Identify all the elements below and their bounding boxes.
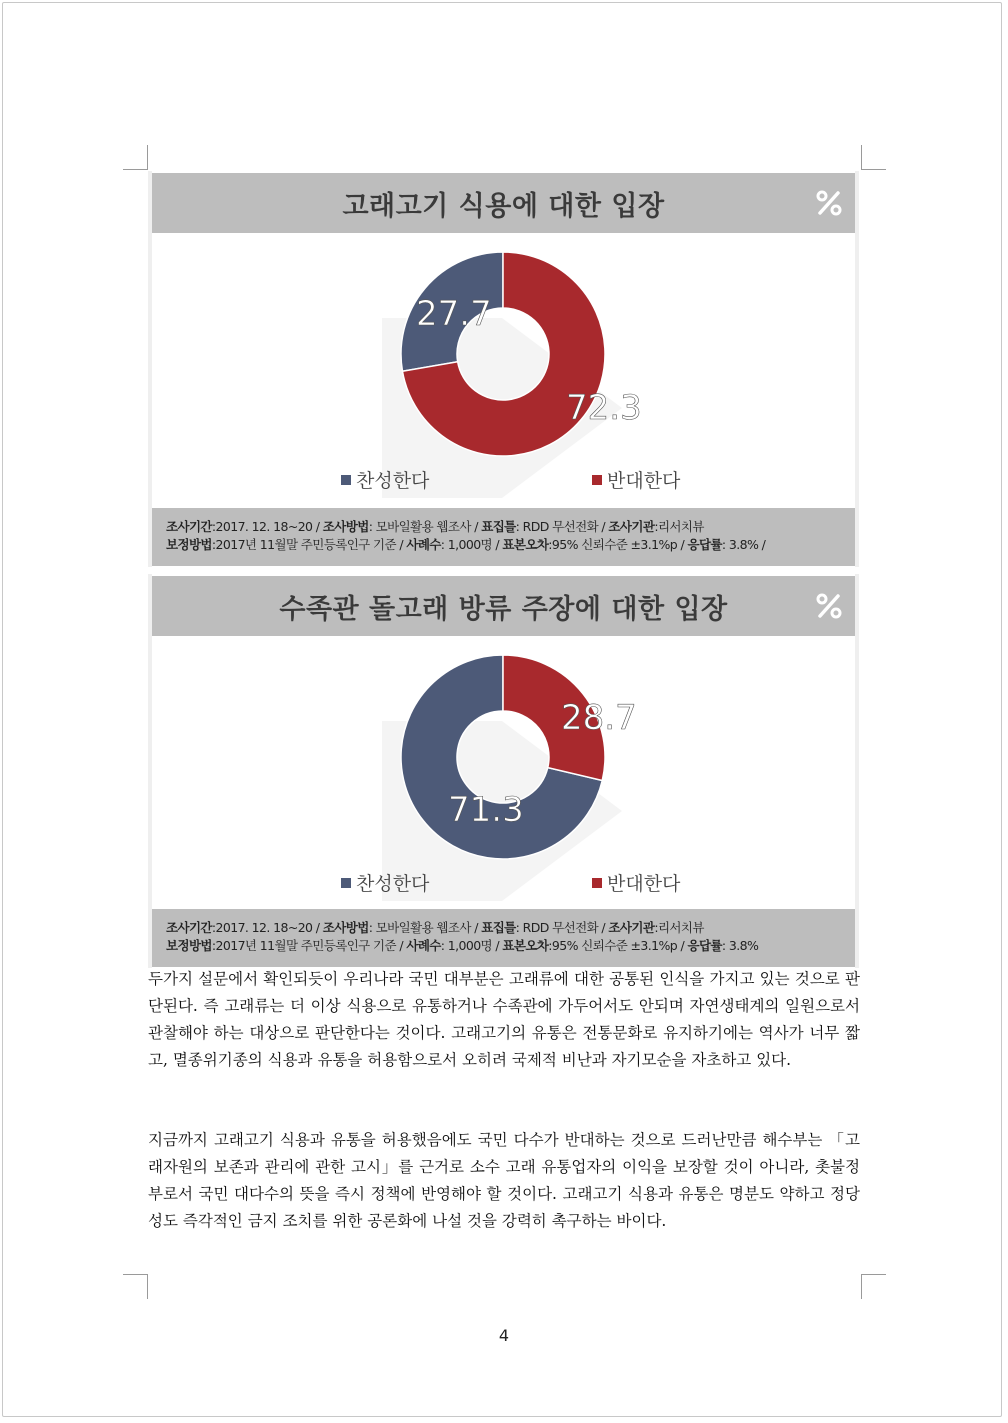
survey-field-label: 표집틀 (481, 920, 516, 935)
survey-field-label: 표본오차 (502, 938, 549, 953)
chart-card-whale-meat (148, 171, 859, 567)
survey-info-line-1 (166, 518, 841, 536)
body-paragraph-2: 지금까지 고래고기 식용과 유통을 허용했음에도 국민 다수가 반대하는 것으로 드러난만큼 해수부는 「고래자원의 보존과 관리에 관한 고시」를 근거로 소수 고래 유통업자의 이익을 보장할 것이 아니라, 촛불정부로서 국민 대다수의 뜻을 즉시 정책에 반영해야 할 것이다. 고래고기 식용과 유통은 명분도 약하고 정당성도 즉각적인 금지 조치를 위한 공론화에 나설 것을 강력히 촉구하는 바이다. (148, 1131, 860, 1230)
survey-field-value: : 모바일활용 웹조사 / (368, 920, 482, 935)
survey-field-label: 응답률 (687, 938, 722, 953)
chart-title: 수족관 돌고래 방류 주장에 대한 입장 (279, 593, 728, 625)
legend-label: 반대한다 (607, 873, 681, 895)
survey-field-value: :2017년 11월말 주민등록인구 기준 / (211, 938, 407, 953)
donut-chart (152, 233, 855, 508)
chart-body (152, 171, 855, 567)
survey-field-value: :리서치뷰 (654, 519, 704, 534)
chart-header (152, 173, 855, 233)
survey-field-label: 응답률 (687, 537, 722, 552)
survey-field-value: : 1,000명 / (440, 537, 503, 552)
survey-field-value: : RDD 무선전화 / (515, 920, 609, 935)
survey-field-value: :2017. 12. 18~20 / (211, 519, 323, 534)
legend-swatch (341, 878, 351, 888)
slice-value-label: 28.7 (561, 698, 637, 738)
survey-field-label: 보정방법 (166, 537, 212, 552)
crop-mark-bottom-left (123, 1274, 148, 1299)
survey-field-value: : 모바일활용 웹조사 / (368, 519, 482, 534)
survey-field-label: 조사방법 (322, 519, 369, 534)
crop-mark-bottom-right (861, 1274, 886, 1299)
survey-field-label: 보정방법 (166, 938, 212, 953)
legend-swatch (341, 475, 351, 485)
survey-field-label: 표집틀 (481, 519, 516, 534)
slice-value-label: 71.3 (448, 790, 524, 830)
survey-field-label: 표본오차 (502, 537, 549, 552)
chart-title: 고래고기 식용에 대한 입장 (342, 190, 665, 222)
survey-field-label: 조사기간 (166, 920, 212, 935)
legend-label: 찬성한다 (356, 873, 430, 895)
percent-icon (815, 189, 843, 217)
chart-body (152, 574, 855, 968)
chart-footer (152, 508, 855, 566)
survey-field-value: : 3.8% / (721, 537, 766, 552)
survey-field-value: :2017. 12. 18~20 / (211, 920, 323, 935)
survey-field-label: 사례수 (406, 537, 441, 552)
chart-card-dolphin-release (148, 574, 859, 968)
survey-field-value: :95% 신뢰수준 ±3.1%p / (548, 537, 688, 552)
percent-icon (815, 592, 843, 620)
survey-field-label: 사례수 (406, 938, 441, 953)
legend-label: 찬성한다 (356, 470, 430, 492)
chart-header (152, 576, 855, 636)
survey-field-label: 조사기간 (166, 519, 212, 534)
crop-mark-top-right (861, 145, 886, 170)
survey-field-value: : 3.8% (721, 938, 759, 953)
legend-swatch (592, 878, 602, 888)
survey-field-label: 조사기관 (608, 519, 655, 534)
survey-info-line-1 (166, 919, 841, 937)
legend-label: 반대한다 (607, 470, 681, 492)
legend-swatch (592, 475, 602, 485)
survey-info-line-2 (166, 536, 841, 554)
chart-footer (152, 909, 855, 967)
crop-mark-top-left (123, 145, 148, 170)
donut-chart (152, 636, 855, 909)
survey-field-value: :2017년 11월말 주민등록인구 기준 / (211, 537, 407, 552)
survey-info-line-2 (166, 937, 841, 955)
page-number: 4 (498, 1326, 510, 1345)
body-paragraph-1: 두가지 설문에서 확인되듯이 우리나라 국민 대부분은 고래류에 대한 공통된 인식을 가지고 있는 것으로 판단된다. 즉 고래류는 더 이상 식용으로 유통하거나 수족관에 가두어서도 안되며 자연생태계의 일원으로서 관찰해야 하는 대상으로 판단한다는 것이다. 고래고기의 유통은 전통문화로 유지하기에는 역사가 너무 짧고, 멸종위기종의 식용과 유통을 허용함으로서 오히려 국제적 비난과 자기모순을 자초하고 있다. (148, 970, 860, 1069)
survey-field-value: :리서치뷰 (654, 920, 704, 935)
survey-field-label: 조사방법 (322, 920, 369, 935)
survey-field-value: : RDD 무선전화 / (515, 519, 609, 534)
survey-field-value: : 1,000명 / (440, 938, 503, 953)
slice-value-label: 27.7 (416, 294, 492, 334)
survey-field-value: :95% 신뢰수준 ±3.1%p / (548, 938, 688, 953)
slice-value-label: 72.3 (566, 388, 642, 428)
survey-field-label: 조사기관 (608, 920, 655, 935)
